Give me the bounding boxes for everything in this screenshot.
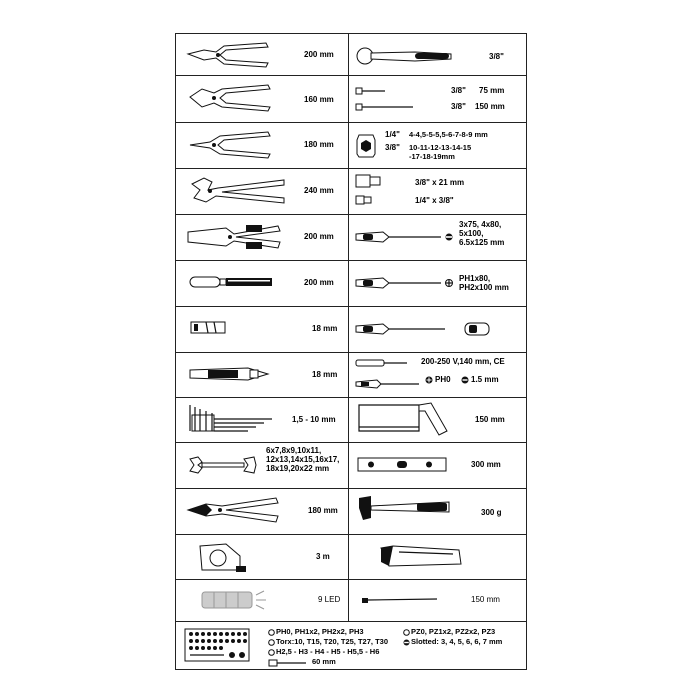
- tool-size-label: 3 m: [316, 552, 330, 561]
- combination-pliers-icon: [186, 42, 271, 68]
- snap-blade-icon: [190, 321, 226, 335]
- tool-cell: [176, 534, 348, 579]
- tester-spec: 200-250 V,140 mm, CE: [421, 357, 505, 366]
- tool-size-label: 200 mm: [304, 232, 334, 241]
- socket-size-a: 1/4": [385, 130, 400, 139]
- tool-cell: [176, 352, 348, 397]
- tool-cell: [349, 397, 526, 442]
- socket-values-a: 4-4,5-5-5,5-6-7-8-9 mm: [409, 130, 488, 139]
- circle-bullet-icon: [403, 629, 410, 636]
- crimping-pliers-icon: [186, 222, 281, 252]
- slotted-symbol-icon: [461, 376, 469, 384]
- bit-list-hex: H2,5 - H3 - H4 - H5 - H5,5 - H6: [276, 647, 380, 656]
- adapter-label-b: 1/4" x 3/8": [415, 196, 454, 205]
- bit-list-torx: Torx:10, T15, T20, T25, T27, T30: [276, 637, 388, 646]
- tool-size-label: 200 mm: [304, 50, 334, 59]
- adapter-icon: [355, 174, 389, 210]
- tool-set-sheet: [175, 33, 527, 670]
- tool-size-label: 9 LED: [318, 595, 341, 604]
- extension-length-short: 75 mm: [479, 86, 505, 95]
- diagonal-cutter-icon: [188, 83, 273, 113]
- bit-set-cell: [176, 622, 526, 669]
- tape-measure-icon: [196, 540, 248, 574]
- tool-cell: [176, 122, 348, 168]
- tool-size-label: 150 mm: [471, 595, 500, 604]
- tool-cell: [349, 168, 526, 214]
- slotted-bullet-icon: [403, 639, 410, 646]
- hacksaw-icon: [355, 401, 455, 439]
- bit-list-pozidriv: PZ0, PZ1x2, PZ2x2, PZ3: [411, 627, 496, 636]
- tool-size-label: 180 mm: [308, 506, 338, 515]
- tool-cell: [349, 579, 526, 621]
- tool-cell: [349, 306, 526, 352]
- tool-size-label: 1,5 - 10 mm: [292, 415, 336, 424]
- tool-cell: [176, 579, 348, 621]
- tool-cell: [349, 122, 526, 168]
- socket-size-b: 3/8": [385, 143, 400, 152]
- ratchet-icon: [355, 46, 455, 66]
- tool-size-label: 180 mm: [304, 140, 334, 149]
- spirit-level-icon: [357, 456, 449, 474]
- tool-cell: [176, 214, 348, 260]
- tool-size-label: 18 mm: [312, 324, 338, 333]
- open-end-wrench-icon: [188, 456, 258, 474]
- tool-cell: [349, 352, 526, 397]
- hammer-icon: [357, 494, 453, 528]
- cable-tie-icon: [361, 595, 441, 605]
- tool-cell: [176, 34, 348, 75]
- tool-size-label: 160 mm: [304, 95, 334, 104]
- tool-cell: [349, 534, 526, 579]
- hex-key-set-icon: [186, 401, 276, 437]
- tool-size-label: 300 mm: [471, 460, 501, 469]
- tool-cell: [349, 260, 526, 306]
- tool-size-label: 18 mm: [312, 370, 338, 379]
- bit-list-slotted: Slotted: 3, 4, 5, 6, 6, 7 mm: [411, 637, 503, 646]
- tool-size-label: 200 mm: [304, 278, 334, 287]
- tool-cell: [176, 260, 348, 306]
- tester-slot-size: 1.5 mm: [471, 375, 499, 384]
- socket-values-b: 10-11-12-13-14-15 -17-18-19mm: [409, 143, 472, 161]
- tool-cell: [176, 168, 348, 214]
- tester-ph-size: PH0: [435, 375, 451, 384]
- bit-list-phillips: PH0, PH1x2, PH2x2, PH3: [276, 627, 364, 636]
- circle-bullet-icon: [268, 649, 275, 656]
- socket-icon: [355, 134, 377, 158]
- tool-size-label: 240 mm: [304, 186, 334, 195]
- tool-size-label: 3/8": [489, 52, 504, 61]
- flashlight-icon: [200, 589, 270, 611]
- extension-bar-icon: [355, 85, 425, 115]
- tool-cell: [349, 34, 526, 75]
- adapter-label-a: 3/8" x 21 mm: [415, 178, 465, 187]
- bit-holder-length: 60 mm: [312, 657, 336, 666]
- phillips-screwdriver-icon: [355, 276, 455, 290]
- extension-size-short: 3/8": [451, 86, 466, 95]
- circle-bullet-icon: [268, 629, 275, 636]
- bit-set-icon: [184, 628, 250, 662]
- slotted-sizes: 3x75, 4x80, 5x100, 6.5x125 mm: [459, 220, 505, 247]
- bit-holder-icon: [268, 659, 308, 667]
- tool-cell: [176, 75, 348, 122]
- tool-cell: [176, 397, 348, 442]
- voltage-tester-icon: [355, 358, 425, 394]
- tool-cell: [349, 214, 526, 260]
- slotted-screwdriver-icon: [355, 230, 455, 244]
- tool-size-label: 6x7,8x9,10x11, 12x13,14x15,16x17, 18x19,20x22 mm: [266, 446, 340, 473]
- pruning-shears-icon: [186, 494, 281, 526]
- tool-size-label: 150 mm: [475, 415, 505, 424]
- tool-cell: [176, 488, 348, 534]
- extension-length-long: 150 mm: [475, 102, 505, 111]
- circle-bullet-icon: [268, 639, 275, 646]
- tool-size-label: 300 g: [481, 508, 502, 517]
- water-pump-pliers-icon: [188, 174, 288, 208]
- file-icon: [188, 274, 273, 290]
- stubby-screwdriver-icon: [355, 322, 495, 336]
- extension-size-long: 3/8": [451, 102, 466, 111]
- tool-cell: [349, 488, 526, 534]
- phillips-sizes: PH1x80, PH2x100 mm: [459, 274, 509, 292]
- trapezoid-knife-icon: [379, 544, 465, 570]
- tool-cell: [349, 442, 526, 488]
- utility-knife-icon: [188, 364, 270, 384]
- tool-cell: [176, 442, 348, 488]
- phillips-symbol-icon: [425, 376, 433, 384]
- tool-cell: [176, 306, 348, 352]
- long-nose-pliers-icon: [188, 130, 273, 160]
- tool-cell: [349, 75, 526, 122]
